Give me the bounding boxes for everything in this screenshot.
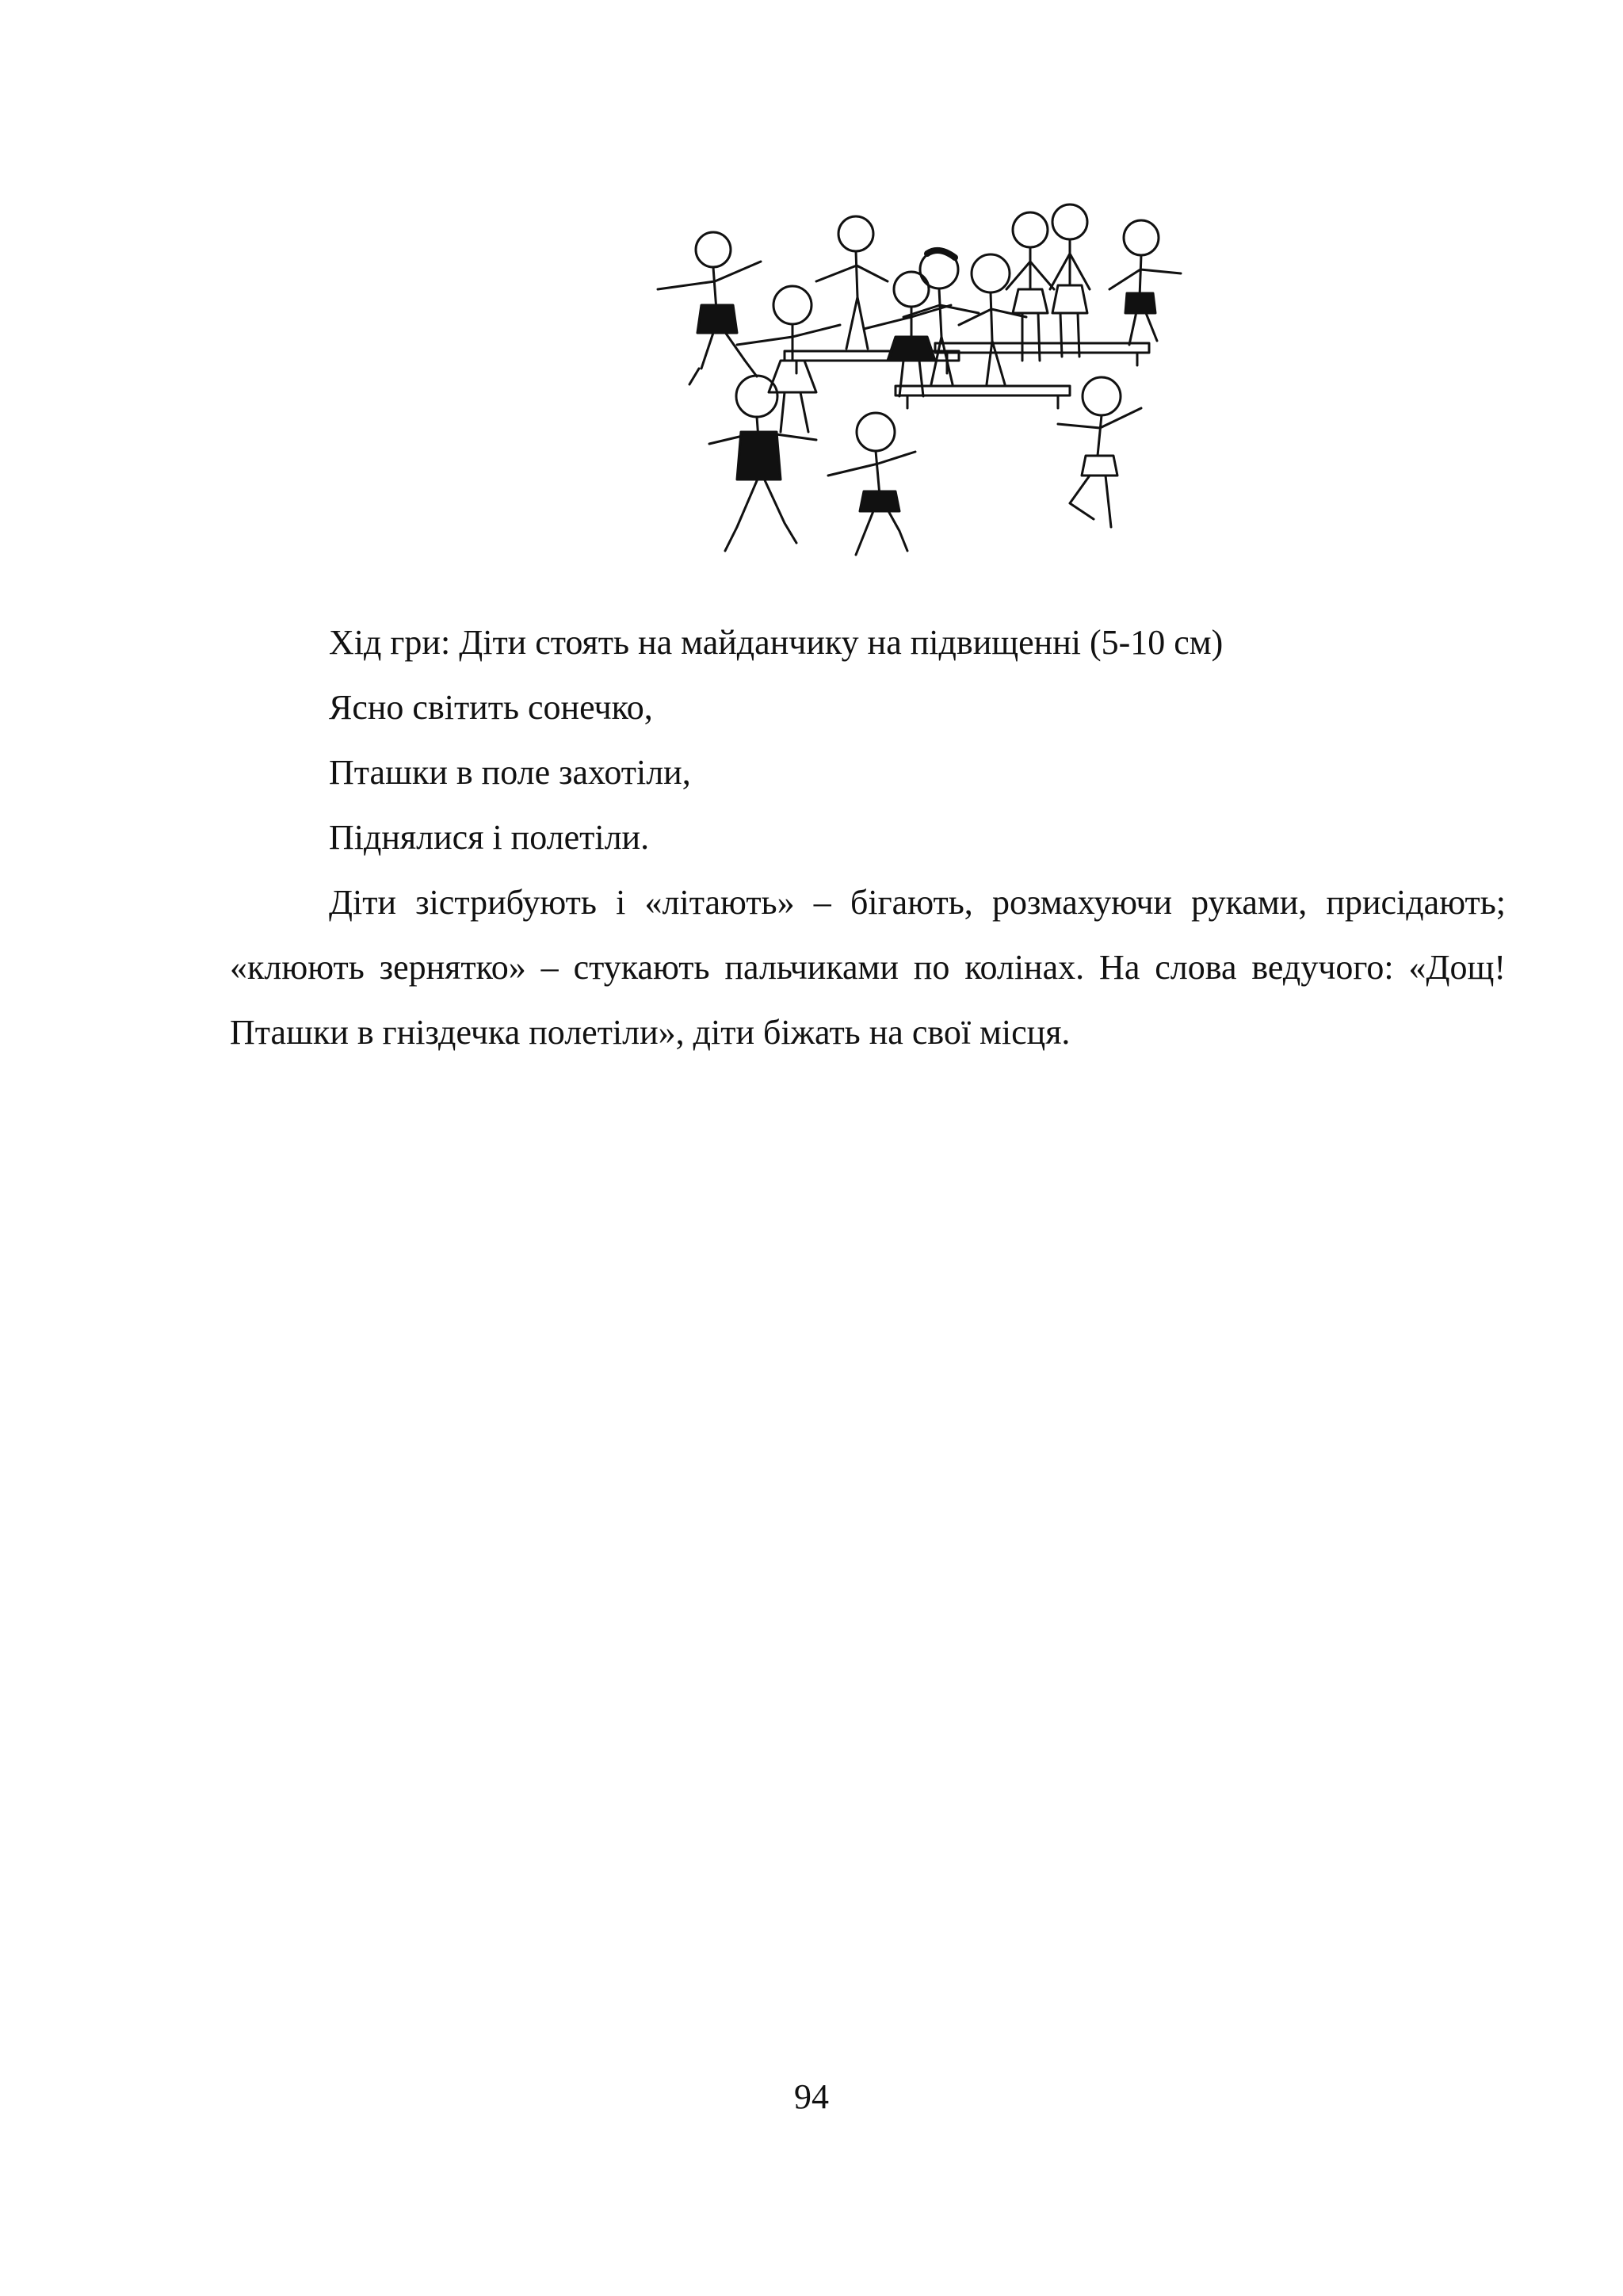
game-course-line: Хід гри: Діти стоять на майданчику на підвищенні (5-10 см) bbox=[329, 623, 1224, 662]
verse-line-2: Пташки в поле захотіли, bbox=[329, 753, 691, 792]
page-number: 94 bbox=[794, 2077, 829, 2116]
body-text bbox=[230, 610, 1506, 1065]
bench-right bbox=[935, 343, 1149, 353]
game-description-paragraph: Діти зістрибують і «літають» – бігають, розмахуючи руками, присідають; «клюють зернятко» – стукають пальчиками по колінах. На слова ведучого: «Дощ! Пташки в гніздечка полетіли», діти біжать на свої місця. bbox=[230, 883, 1506, 1052]
verse-line-3: Піднялися і полетіли. bbox=[329, 818, 650, 857]
children-game-illustration bbox=[626, 170, 1212, 567]
verse-line-1: Ясно світить сонечко, bbox=[329, 688, 653, 727]
